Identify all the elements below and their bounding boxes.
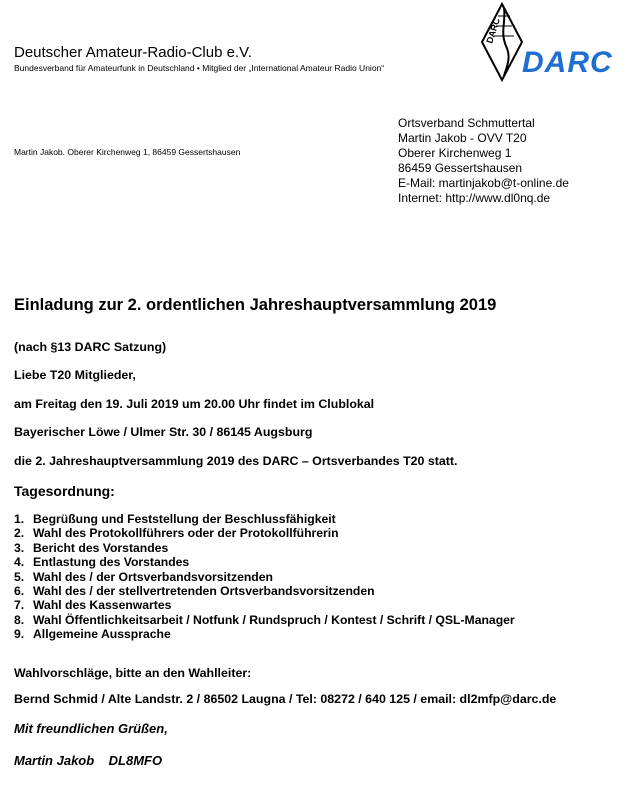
address-block [398, 116, 569, 206]
agenda-number: 6. [14, 584, 25, 599]
agenda-text: Wahl Öffentlichkeitsarbeit / Notfunk / Rundspruch / Kontest / Schrift / QSL-Manager [33, 612, 515, 627]
darc-diamond-logo-icon [482, 4, 522, 80]
agenda-item [14, 526, 515, 540]
address-website: Internet: http://www.dl0nq.de [398, 191, 551, 205]
document-title: Einladung zur 2. ordentlichen Jahreshauptversammlung 2019 [14, 296, 497, 314]
sender-line: Martin Jakob. Oberer Kirchenweg 1, 86459 Gessertshausen [14, 147, 241, 157]
agenda-number: 3. [14, 540, 25, 555]
diamond-logo-text: DARC [484, 16, 502, 45]
agenda-number: 7. [14, 598, 25, 613]
election-contact: Bernd Schmid / Alte Landstr. 2 / 86502 Laugna / Tel: 08272 / 640 125 / email: dl2mfp@darc.de [14, 692, 557, 706]
agenda-item [14, 555, 515, 569]
address-line: Martin Jakob - OVV T20 [398, 131, 527, 145]
agenda-text: Allgemeine Aussprache [33, 627, 171, 642]
statute-reference: (nach §13 DARC Satzung) [14, 340, 167, 354]
org-subtitle: Bundesverband für Amateurfunk in Deutschland • Mitglied der „International Amateur Radio Union“ [14, 63, 385, 73]
agenda-text: Wahl des Protokollführers oder der Protokollführerin [33, 526, 339, 541]
agenda-number: 8. [14, 612, 25, 627]
agenda-item [14, 627, 515, 641]
agenda-text: Wahl des / der stellvertretenden Ortsverbandsvorsitzenden [33, 584, 375, 599]
agenda-text: Wahl des / der Ortsverbandsvorsitzenden [33, 569, 273, 584]
venue-line: Bayerischer Löwe / Ulmer Str. 30 / 86145 Augsburg [14, 425, 313, 439]
agenda-item [14, 512, 515, 526]
agenda-number: 2. [14, 526, 25, 541]
address-line: Oberer Kirchenweg 1 [398, 146, 512, 160]
agenda-number: 1. [14, 512, 25, 526]
address-line: Ortsverband Schmuttertal [398, 116, 535, 130]
election-heading: Wahlvorschläge, bitte an den Wahlleiter: [14, 666, 252, 680]
event-line: die 2. Jahreshauptversammlung 2019 des DARC – Ortsverbandes T20 statt. [14, 454, 458, 468]
address-email: E-Mail: martinjakob@t-online.de [398, 176, 569, 190]
salutation: Liebe T20 Mitglieder, [14, 368, 136, 382]
closing: Mit freundlichen Grüßen, [14, 721, 168, 736]
agenda-number: 9. [14, 627, 25, 642]
agenda-item [14, 584, 515, 598]
darc-logo [476, 2, 626, 82]
agenda-item [14, 613, 515, 627]
agenda-number: 5. [14, 569, 25, 584]
agenda-number: 4. [14, 555, 25, 570]
agenda-heading: Tagesordnung: [14, 483, 115, 499]
agenda-item [14, 541, 515, 555]
agenda-text: Wahl des Kassenwartes [33, 598, 172, 613]
agenda-item [14, 598, 515, 612]
agenda-item [14, 570, 515, 584]
agenda-text: Bericht des Vorstandes [33, 540, 169, 555]
logo-wordmark: DARC [522, 46, 613, 79]
date-line: am Freitag den 19. Juli 2019 um 20.00 Uhr findet im Clublokal [14, 397, 375, 411]
agenda-text: Begrüßung und Feststellung der Beschlussfähigkeit [33, 512, 336, 526]
agenda-list [14, 512, 515, 642]
signature: Martin Jakob DL8MFO [14, 753, 163, 768]
org-name: Deutscher Amateur-Radio-Club e.V. [14, 44, 252, 61]
address-line: 86459 Gessertshausen [398, 161, 523, 175]
agenda-text: Entlastung des Vorstandes [33, 555, 190, 570]
